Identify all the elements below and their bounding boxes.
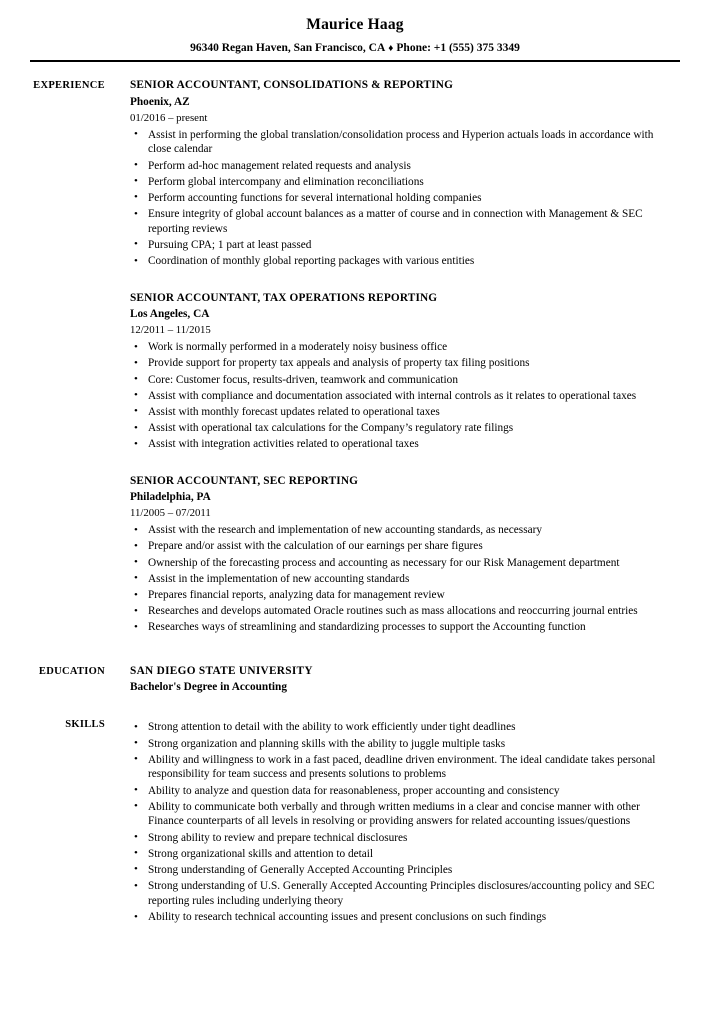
job-bullet-list: [130, 340, 668, 452]
skills-body: [105, 717, 668, 926]
skill-bullet: • Ability to analyze and question data for reasonableness, proper accounting and consistency: [130, 784, 668, 799]
job-dates: 11/2005 – 07/2011: [130, 507, 211, 520]
experience-entry: [130, 291, 668, 452]
resume-content: [0, 78, 710, 926]
candidate-name: Maurice Haag: [306, 16, 404, 33]
section-skills: [0, 717, 668, 926]
education-body: [105, 664, 668, 696]
candidate-phone: Phone: +1 (555) 375 3349: [396, 41, 520, 54]
job-bullet: • Assist with monthly forecast updates related to operational taxes: [130, 405, 668, 420]
job-location: Phoenix, AZ: [130, 95, 190, 108]
skill-bullet: • Strong ability to review and prepare technical disclosures: [130, 831, 668, 846]
job-bullet-list: [130, 128, 668, 269]
skill-bullet: • Strong understanding of Generally Accepted Accounting Principles: [130, 863, 668, 878]
job-bullet: • Assist with compliance and documentation associated with internal controls as it relates to operational taxes: [130, 389, 668, 404]
job-dates: 12/2011 – 11/2015: [130, 324, 211, 337]
skill-bullet: • Ability to research technical accounting issues and present conclusions on such findings: [130, 910, 668, 925]
header-divider: [30, 60, 680, 62]
job-bullet: • Assist with operational tax calculations for the Company’s regulatory rate filings: [130, 421, 668, 436]
job-bullet: • Assist with the research and implementation of new accounting standards, as necessary: [130, 523, 668, 538]
section-experience: [0, 78, 668, 636]
skill-bullet: • Ability and willingness to work in a fast paced, deadline driven environment. The ideal candidate takes personal responsibility for team success and presents solutions to problems: [130, 753, 668, 782]
experience-entry: [130, 474, 668, 635]
job-title: SENIOR ACCOUNTANT, SEC REPORTING: [130, 474, 359, 487]
contact-line: [0, 42, 710, 56]
job-bullet: • Perform accounting functions for several international holding companies: [130, 191, 668, 206]
education-school: SAN DIEGO STATE UNIVERSITY: [130, 664, 313, 677]
job-title: SENIOR ACCOUNTANT, TAX OPERATIONS REPORTING: [130, 291, 438, 304]
job-bullet: • Core: Customer focus, results-driven, teamwork and communication: [130, 373, 668, 388]
candidate-address: 96340 Regan Haven, San Francisco, CA: [190, 41, 386, 54]
job-bullet: • Coordination of monthly global reporting packages with various entities: [130, 254, 668, 269]
job-bullet: • Researches and develops automated Oracle routines such as mass allocations and reoccurring journal entries: [130, 604, 668, 619]
experience-entry: [130, 78, 668, 268]
job-bullet: • Provide support for property tax appeals and analysis of property tax filing positions: [130, 356, 668, 371]
section-label-skills: SKILLS: [65, 719, 105, 731]
experience-body: [105, 78, 668, 636]
job-title: SENIOR ACCOUNTANT, CONSOLIDATIONS & REPORTING: [130, 79, 454, 92]
skill-bullet: • Strong organization and planning skills with the ability to juggle multiple tasks: [130, 737, 668, 752]
job-bullet: • Ownership of the forecasting process and accounting as necessary for our Risk Management department: [130, 556, 668, 571]
job-bullet: • Prepares financial reports, analyzing data for management review: [130, 588, 668, 603]
job-location: Philadelphia, PA: [130, 491, 211, 504]
job-bullet: • Pursuing CPA; 1 part at least passed: [130, 238, 668, 253]
job-bullet: • Ensure integrity of global account balances as a matter of course and in connection with Management & SEC reporting reviews: [130, 207, 668, 236]
skill-bullet: • Strong understanding of U.S. Generally Accepted Accounting Principles disclosures/accounting policy and SEC reporting rules including underlying theory: [130, 879, 668, 908]
skill-bullet: • Strong attention to detail with the ability to work efficiently under tight deadlines: [130, 720, 668, 735]
job-bullet: • Assist in the implementation of new accounting standards: [130, 572, 668, 587]
job-bullet: • Researches ways of streamlining and standardizing processes to support the Accounting function: [130, 620, 668, 635]
skill-bullet: • Strong organizational skills and attention to detail: [130, 847, 668, 862]
resume-header: [0, 0, 710, 62]
job-dates: 01/2016 – present: [130, 111, 208, 124]
job-bullet-list: [130, 523, 668, 635]
diamond-separator-icon: ♦: [388, 42, 394, 54]
education-degree: Bachelor's Degree in Accounting: [130, 681, 287, 694]
skills-bullet-list: [130, 720, 668, 924]
job-bullet: • Assist in performing the global translation/consolidation process and Hyperion actuals loads in accordance with close calendar: [130, 128, 668, 157]
job-bullet: • Work is normally performed in a moderately noisy business office: [130, 340, 668, 355]
skill-bullet: • Ability to communicate both verbally and through written mediums in a clear and concise manner with other Finance counterparts of all levels in resolving or providing answers for related accounting issues/questions: [130, 800, 668, 829]
section-label-education: EDUCATION: [38, 665, 105, 677]
section-education: [0, 664, 668, 696]
job-bullet: • Perform ad-hoc management related requests and analysis: [130, 159, 668, 174]
job-location: Los Angeles, CA: [130, 307, 210, 320]
job-bullet: • Prepare and/or assist with the calculation of our earnings per share figures: [130, 539, 668, 554]
job-bullet: • Assist with integration activities related to operational taxes: [130, 437, 668, 452]
section-label-experience: EXPERIENCE: [33, 80, 105, 92]
job-bullet: • Perform global intercompany and elimination reconciliations: [130, 175, 668, 190]
education-entry: [130, 664, 668, 696]
